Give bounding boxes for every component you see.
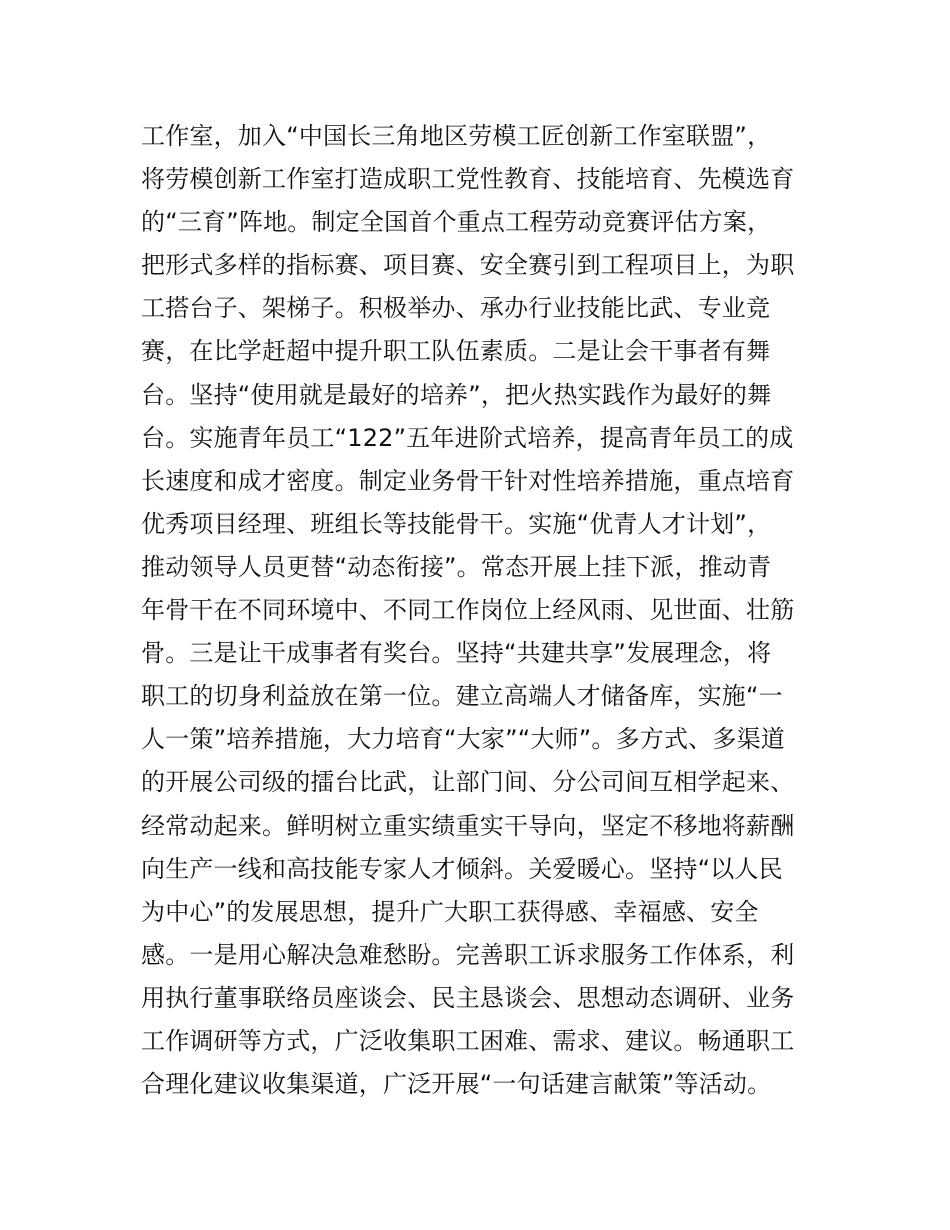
- text-line: 的开展公司级的擂台比武，让部门间、分公司间互相学起来、: [141, 768, 795, 797]
- text-line: 优秀项目经理、班组长等技能骨干。实施“优青人才计划”，: [141, 509, 772, 538]
- text-line: 人一策”培养措施，大力培育“大家”“大师”。多方式、多渠道: [141, 725, 785, 754]
- text-line: 的“三育”阵地。制定全国首个重点工程劳动竞赛评估方案，: [141, 208, 772, 237]
- text-line: 年骨干在不同环境中、不同工作岗位上经风雨、见世面、壮筋: [141, 596, 795, 625]
- text-line: 台。实施青年员工“122”五年进阶式培养，提高青年员工的成: [141, 423, 794, 452]
- text-line: 工作室，加入“中国长三角地区劳模工匠创新工作室联盟”，: [141, 122, 772, 150]
- text-line: 感。一是用心解决急难愁盼。完善职工诉求服务工作体系，利: [141, 940, 795, 969]
- body-paragraph: [141, 115, 821, 1106]
- text-line: 把形式多样的指标赛、项目赛、安全赛引到工程项目上，为职: [141, 251, 795, 280]
- text-line: 经常动起来。鲜明树立重实绩重实干导向，坚定不移地将薪酬: [141, 811, 795, 840]
- text-line: 骨。三是让干成事者有奖台。坚持“共建共享”发展理念，将: [141, 639, 772, 668]
- text-line: 台。坚持“使用就是最好的培养”，把火热实践作为最好的舞: [141, 380, 772, 409]
- text-line: 赛，在比学赶超中提升职工队伍素质。二是让会干事者有舞: [141, 337, 771, 366]
- text-line: 用执行董事联络员座谈会、民主恳谈会、思想动态调研、业务: [141, 983, 795, 1012]
- text-line: 工作调研等方式，广泛收集职工困难、需求、建议。畅通职工: [141, 1026, 795, 1055]
- text-line: 将劳模创新工作室打造成职工党性教育、技能培育、先模选育: [141, 165, 795, 194]
- text-line: 为中心”的发展思想，提升广大职工获得感、幸福感、安全: [141, 897, 759, 926]
- text-line: 职工的切身利益放在第一位。建立高端人才储备库，实施“一: [141, 682, 783, 711]
- text-line: 向生产一线和高技能专家人才倾斜。关爱暖心。坚持“以人民: [141, 854, 783, 883]
- text-line: 长速度和成才密度。制定业务骨干针对性培养措施，重点培育: [141, 466, 795, 495]
- text-line: 合理化建议收集渠道，广泛开展“一句话建言献策”等活动。: [141, 1070, 772, 1099]
- text-line: 工搭台子、架梯子。积极举办、承办行业技能比武、专业竞: [141, 294, 771, 323]
- text-line: 推动领导人员更替“动态衔接”。常态开展上挂下派，推动青: [141, 552, 772, 581]
